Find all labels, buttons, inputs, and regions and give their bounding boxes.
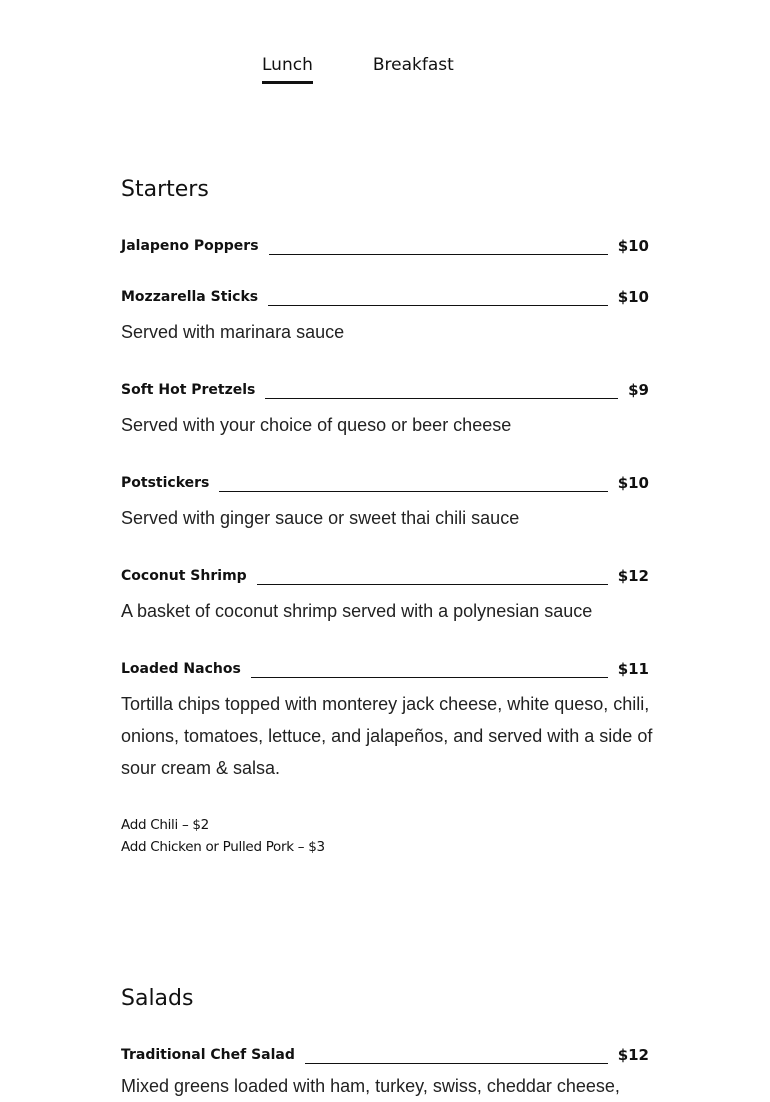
menu-item-price: $12 [617,1046,649,1064]
menu-item-name: Jalapeno Poppers [121,238,259,254]
menu-item-price: $10 [617,237,649,255]
menu-item-name: Traditional Chef Salad [121,1047,295,1063]
menu-item-price: $9 [628,381,649,399]
section-title-salads: Salads [121,986,194,1011]
menu-item-description: Mixed greens loaded with ham, turkey, swiss, cheddar cheese, [121,1076,620,1096]
leader-line [305,1062,608,1064]
menu-item-description: Served with marinara sauce [121,322,345,342]
menu-item-description: Served with ginger sauce or sweet thai chili sauce [121,508,520,528]
menu-item-description: Served with your choice of queso or beer cheese [121,415,512,435]
tab-breakfast[interactable]: Breakfast [372,55,454,75]
addon-chicken-pork: Add Chicken or Pulled Pork – $3 [121,839,325,855]
menu-item-price: $11 [617,660,649,678]
menu-item-price: $10 [617,474,649,492]
salads-section [121,0,649,1096]
menu-item [121,1044,649,1064]
menu-item-name: Mozzarella Sticks [121,289,259,305]
menu-item-name: Coconut Shrimp [121,568,247,584]
menu-item-description: A basket of coconut shrimp served with a polynesian sauce [121,601,593,621]
section-title-starters: Starters [121,177,209,202]
menu-item-price: $12 [617,567,649,585]
menu-item-name: Potstickers [121,475,210,491]
menu-item-description: Tortilla chips topped with monterey jack cheese, white queso, chili, onions, tomatoes, lettuce, and jalapeños, and served with a side of sour cream & salsa. [121,694,653,778]
addon-chili: Add Chili – $2 [121,817,209,833]
menu-item-price: $10 [617,288,649,306]
menu-item-name: Loaded Nachos [121,661,241,677]
tab-lunch[interactable]: Lunch [262,54,313,84]
menu-item-name: Soft Hot Pretzels [121,382,256,398]
